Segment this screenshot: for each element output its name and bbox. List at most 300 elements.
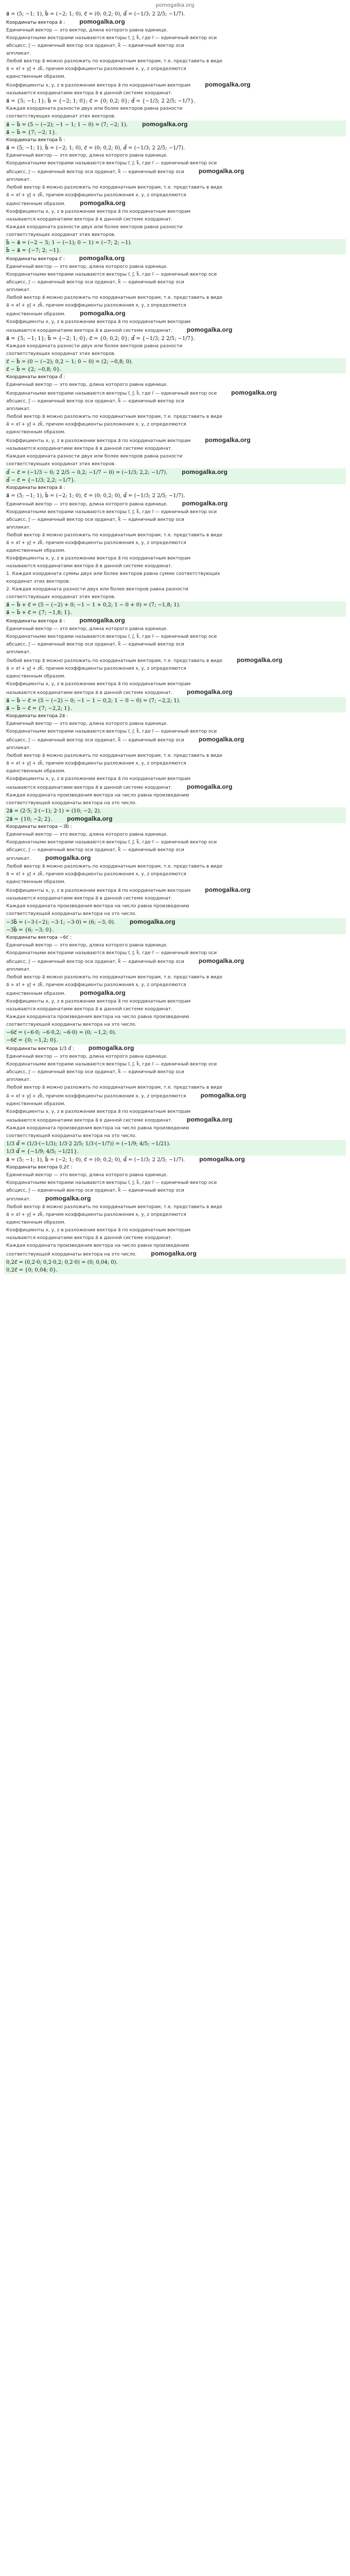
formula-line xyxy=(4,697,346,705)
line-text: абсцисс, j⃗ — единичный вектор оси ординат, k⃗ — единичный вектор оси xyxy=(6,1188,184,1193)
text-line xyxy=(4,1227,346,1234)
watermark-logo: pomogalka.org xyxy=(198,736,244,743)
line-text: 0,2c⃗ = (0,2·0; 0,2·0,2; 0,2·0) = (0; 0,04; 0). xyxy=(6,1260,118,1265)
formula-line xyxy=(4,1140,346,1148)
text-line xyxy=(4,633,346,641)
text-line xyxy=(4,1195,346,1204)
text-line xyxy=(4,73,346,81)
line-text: −3b⃗ = {6; −3; 0}. xyxy=(6,927,54,933)
line-text: единственным образом. xyxy=(6,74,66,79)
line-text: Коэффициенты x, y, z в разложении вектора a⃗ по координатным векторам xyxy=(6,1228,191,1233)
text-line xyxy=(4,453,346,461)
text-line xyxy=(4,1021,346,1029)
text-line xyxy=(4,1179,346,1187)
formula-line xyxy=(4,10,346,18)
line-text: называются координатами вектора a⃗ в данной системе координат. xyxy=(6,896,172,901)
text-line xyxy=(4,752,346,760)
line-text: Координатными векторами называются векторы i⃗, j⃗, k⃗, где i⃗ — единичный вектор оси xyxy=(6,634,217,639)
line-text: Единичный вектор — это вектор, длина которого равна единице. xyxy=(6,832,168,837)
watermark-logo: pomogalka.org xyxy=(151,1250,197,1257)
line-text: аппликат. xyxy=(6,650,31,655)
line-text: a⃗ − b⃗ = (5 − (−2); −1 − 1; 1 − 0) = (7; −2; 1). xyxy=(6,122,128,128)
text-line xyxy=(4,1013,346,1021)
line-text: c⃗ − b⃗ = (0 − (−2); 0,2 − 1; 0 − 0) = (2; −0,8; 0). xyxy=(6,359,133,365)
line-text: Коэффициенты x, y, z в разложении вектора a⃗ по координатным векторам xyxy=(6,209,191,214)
text-line xyxy=(4,90,346,97)
text-line xyxy=(4,405,346,413)
watermark-logo: pomogalka.org xyxy=(198,167,244,175)
text-line xyxy=(4,350,346,358)
line-text: абсцисс, j⃗ — единичный вектор оси ординат, k⃗ — единичный вектор оси xyxy=(6,642,184,647)
line-text: Единичный вектор — это вектор, длина которого равна единице. xyxy=(6,943,168,948)
text-line xyxy=(4,461,346,468)
line-text: a⃗ = xi⃗ + yj⃗ + zk⃗, причем коэффициенты разложения x, y, z определяются xyxy=(6,422,186,427)
line-text: аппликат. xyxy=(6,1197,31,1202)
text-line xyxy=(4,1219,346,1227)
text-line xyxy=(4,516,346,524)
text-line xyxy=(4,555,346,563)
line-text: Координаты вектора −3b⃗ : xyxy=(6,824,72,829)
text-line xyxy=(4,184,346,192)
text-line xyxy=(4,1204,346,1211)
text-line xyxy=(4,279,346,286)
text-line xyxy=(4,429,346,436)
line-text: a⃗ − b⃗ − c⃗ = {7; −2,2; 1}. xyxy=(6,706,73,711)
formula-line xyxy=(4,926,346,934)
line-text: d⃗ − c⃗ = (−1/3 − 0; 2 2/5 − 0,2; −1/7 − 0) = (−1/3; 2,2; −1/7). xyxy=(6,470,168,476)
line-text: единственным образом. xyxy=(6,312,66,317)
line-text: соответствующей координаты вектора на это число. xyxy=(6,801,137,806)
line-text: абсцисс, j⃗ — единичный вектор оси ординат, k⃗ — единичный вектор оси xyxy=(6,43,184,48)
line-text: соответствующей координаты вектора на это число. xyxy=(6,1133,137,1139)
formula-line xyxy=(4,815,346,823)
text-line xyxy=(4,389,346,398)
line-text: Координатными векторами называются векторы i⃗, j⃗, k⃗, где i⃗ — единичный вектор оси xyxy=(6,272,217,277)
text-line xyxy=(4,578,346,586)
line-text: a⃗ = xi⃗ + yj⃗ + zk⃗, причем коэффициенты разложения x, y, z определяются xyxy=(6,66,186,72)
text-line xyxy=(4,989,346,998)
text-line xyxy=(4,216,346,224)
text-line xyxy=(4,1125,346,1132)
line-text: Любой вектор a⃗ можно разложить по координатным векторам, т.е. представить в виде xyxy=(6,295,222,300)
line-text: Координатными векторами называются векторы i⃗, j⃗, k⃗, где i⃗ — единичный вектор оси xyxy=(6,1180,217,1185)
line-text: аппликат. xyxy=(6,406,31,412)
line-text: называются координатами вектора a⃗ в данной системе координат. xyxy=(6,217,172,222)
formula-line xyxy=(4,1148,346,1156)
line-text: абсцисс, j⃗ — единичный вектор оси ординат, k⃗ — единичный вектор оси xyxy=(6,517,184,522)
line-text: Координатными векторами называются векторы i⃗, j⃗, k⃗, где i⃗ — единичный вектор оси xyxy=(6,729,217,734)
formula-line xyxy=(4,247,346,255)
line-text: Коэффициенты x, y, z в разложении вектора a⃗ по координатным векторам xyxy=(6,83,191,88)
text-line xyxy=(4,1108,346,1116)
section-heading xyxy=(4,484,346,492)
text-line xyxy=(4,783,346,792)
text-line xyxy=(4,1242,346,1250)
text-line xyxy=(4,1250,346,1259)
text-line xyxy=(4,42,346,50)
formula-line xyxy=(4,1259,346,1266)
line-text: аппликат. xyxy=(6,287,31,293)
text-line xyxy=(4,436,346,445)
watermark-logo: pomogalka.org xyxy=(142,121,188,128)
line-text: называются координатами вектора a⃗ в данной системе координат. xyxy=(6,785,172,790)
line-text: аппликат. xyxy=(6,856,31,861)
text-line xyxy=(4,263,346,271)
text-line xyxy=(4,381,346,389)
watermark-logo: pomogalka.org xyxy=(80,989,126,996)
text-line xyxy=(4,1076,346,1084)
text-line xyxy=(4,421,346,429)
text-line xyxy=(4,981,346,989)
line-text: абсцисс, j⃗ — единичный вектор оси ординат, k⃗ — единичный вектор оси xyxy=(6,848,184,853)
section-heading xyxy=(4,617,346,625)
line-text: a⃗ − b⃗ − c⃗ = (5 − (−2) − 0; −1 − 1 − 0,2; 1 − 0 − 0) = (7; −2,2; 1). xyxy=(6,698,181,704)
line-text: Координатными векторами называются векторы i⃗, j⃗, k⃗, где i⃗ — единичный вектор оси xyxy=(6,840,217,845)
formula-line xyxy=(4,468,346,477)
text-line xyxy=(4,398,346,405)
line-text: a⃗ = xi⃗ + yj⃗ + zk⃗, причем коэффициенты разложения x, y, z определяются xyxy=(6,1212,186,1217)
text-line xyxy=(4,1172,346,1179)
text-line xyxy=(4,736,346,744)
line-text: соответствующих координат этих векторов. xyxy=(6,232,116,238)
line-text: называются координатами вектора a⃗ в данной системе координат. xyxy=(6,1118,172,1123)
section-heading xyxy=(4,374,346,381)
line-text: аппликат. xyxy=(6,525,31,530)
watermark-logo: pomogalka.org xyxy=(88,1044,134,1052)
watermark-logo: pomogalka.org xyxy=(236,656,283,664)
text-line xyxy=(4,594,346,601)
line-text: Единичный вектор — это вектор, длина которого равна единице. xyxy=(6,626,168,632)
text-line xyxy=(4,641,346,649)
line-text: аппликат. xyxy=(6,51,31,56)
text-line xyxy=(4,445,346,453)
watermark-logo: pomogalka.org xyxy=(79,617,125,624)
line-text: b⃗ − a⃗ = {−7; 2; −1}. xyxy=(6,248,61,253)
text-line xyxy=(4,775,346,783)
watermark-logo: pomogalka.org xyxy=(67,815,113,822)
line-text: единственным образом. xyxy=(6,769,66,774)
line-text: единственным образом. xyxy=(6,991,66,996)
line-text: Координатными векторами называются векторы i⃗, j⃗, k⃗, где i⃗ — единичный вектор оси xyxy=(6,161,217,166)
line-text: Каждая координата произведения вектора на число равна произведению xyxy=(6,1126,189,1131)
text-line xyxy=(4,839,346,846)
line-text: 1/3 d⃗ = {−1/9; 4/5; −1/21}. xyxy=(6,1149,79,1155)
line-text: Каждая координата произведения вектора на число равна произведению xyxy=(6,904,189,909)
line-text: 2. Каждая координата разности двух или более векторов равна разности xyxy=(6,587,188,592)
text-line xyxy=(4,509,346,516)
line-text: Координаты вектора a⃗ : xyxy=(6,619,65,624)
text-line xyxy=(4,1069,346,1076)
line-text: Координаты вектора a⃗ : xyxy=(6,485,65,490)
formula-line xyxy=(4,609,346,617)
line-text: абсцисс, j⃗ — единичный вектор оси ординат, k⃗ — единичный вектор оси xyxy=(6,170,184,175)
formula-line xyxy=(4,807,346,815)
section-heading xyxy=(4,18,346,27)
text-line xyxy=(4,760,346,768)
section-heading xyxy=(4,1164,346,1172)
text-line xyxy=(4,81,346,90)
text-line xyxy=(4,854,346,863)
text-line xyxy=(4,271,346,279)
line-text: −3b⃗ = (−3·(−2); −3·1; −3·0) = (6; −3; 0). xyxy=(6,920,116,925)
line-text: аппликат. xyxy=(6,177,31,182)
text-line xyxy=(4,65,346,73)
text-line xyxy=(4,167,346,176)
line-text: a⃗ = (5; −1; 1), b⃗ = (−2; 1; 0), c⃗ = (0; 0,2; 0), d⃗ = (−1/3; 2 2/5; −1/7). xyxy=(6,1157,185,1163)
text-line xyxy=(4,532,346,539)
line-text: 2a⃗ = (2·5; 2·(−1); 2·1) = (10; −2; 2). xyxy=(6,808,101,814)
line-text: a⃗ = xi⃗ + yj⃗ + zk⃗, причем коэффициенты разложения x, y, z определяются xyxy=(6,1094,186,1099)
text-line xyxy=(4,625,346,633)
section-heading xyxy=(4,255,346,263)
text-line xyxy=(4,720,346,728)
formula-line xyxy=(4,129,346,137)
line-text: абсцисс, j⃗ — единичный вектор оси ординат, k⃗ — единичный вектор оси xyxy=(6,738,184,743)
text-line xyxy=(4,1100,346,1108)
formula-line xyxy=(4,477,346,484)
line-text: Любой вектор a⃗ можно разложить по координатным векторам, т.е. представить в виде xyxy=(6,658,222,664)
line-text: единственным образом. xyxy=(6,674,66,679)
text-line xyxy=(4,27,346,35)
text-line xyxy=(4,649,346,656)
text-line xyxy=(4,1116,346,1125)
watermark-logo: pomogalka.org xyxy=(205,886,251,893)
line-text: a⃗ = xi⃗ + yj⃗ + zk⃗, причем коэффициенты разложения x, y, z определяются xyxy=(6,303,186,308)
line-text: единственным образом. xyxy=(6,1101,66,1107)
text-line xyxy=(4,152,346,160)
watermark-logo: pomogalka.org xyxy=(200,1092,247,1099)
line-text: соответствующих координат этих векторов. xyxy=(6,114,116,119)
text-line xyxy=(4,113,346,121)
line-text: a⃗ = (5; −1; 1), b⃗ = (−2; 1; 0), c⃗ = (0; 0,2; 0), d⃗ = (−1/3; 2 2/5; −1/7). xyxy=(6,11,185,17)
text-line xyxy=(4,160,346,167)
formula-line xyxy=(4,601,346,609)
text-line xyxy=(4,728,346,736)
line-text: Координаты вектора 2a⃗ : xyxy=(6,714,68,719)
line-text: единственным образом. xyxy=(6,201,66,207)
text-line xyxy=(4,886,346,895)
line-text: a⃗ = xi⃗ + yj⃗ + zk⃗, причем коэффициенты разложения x, y, z определяются xyxy=(6,872,186,877)
line-text: Координаты вектора c⃗ : xyxy=(6,257,65,262)
line-text: Любой вектор a⃗ можно разложить по координатным векторам, т.е. представить в виде xyxy=(6,1205,222,1210)
line-text: Любой вектор a⃗ можно разложить по координатным векторам, т.е. представить в виде xyxy=(6,414,222,419)
line-text: называются координатами вектора a⃗ в данной системе координат. xyxy=(6,1007,172,1012)
text-line xyxy=(4,310,346,318)
text-line xyxy=(4,50,346,58)
line-text: a⃗ − b⃗ + c⃗ = {7; −1,8; 1}. xyxy=(6,610,73,616)
formula-line xyxy=(4,335,346,343)
line-text: абсцисс, j⃗ — единичный вектор оси ординат, k⃗ — единичный вектор оси xyxy=(6,399,184,404)
text-line xyxy=(4,1053,346,1061)
line-text: Коэффициенты x, y, z в разложении вектора a⃗ по координатным векторам xyxy=(6,319,191,325)
section-heading xyxy=(4,137,346,144)
line-text: Коэффициенты x, y, z в разложении вектора a⃗ по координатным векторам xyxy=(6,682,191,687)
formula-line xyxy=(4,1156,346,1164)
text-line xyxy=(4,1061,346,1069)
line-text: Коэффициенты x, y, z в разложении вектора a⃗ по координатным векторам xyxy=(6,888,191,893)
text-line xyxy=(4,524,346,532)
line-text: 1. Каждая координата суммы двух или более векторов равна сумме соответствующих xyxy=(6,571,220,577)
line-text: Каждая координата разности двух или более векторов равна разности xyxy=(6,454,183,459)
text-line xyxy=(4,1187,346,1195)
text-line xyxy=(4,302,346,310)
text-line xyxy=(4,673,346,681)
formula-line xyxy=(4,492,346,500)
solution-document xyxy=(0,10,350,1274)
line-text: называются координатами вектора a⃗ в данной системе координат. xyxy=(6,328,172,333)
line-text: Координатными векторами называются векторы i⃗, j⃗, k⃗, где i⃗ — единичный вектор оси xyxy=(6,36,217,41)
text-line xyxy=(4,224,346,231)
line-text: Единичный вектор — это вектор, длина которого равна единице. xyxy=(6,1173,168,1178)
line-text: −6c⃗ = (−6·0; −6·0,2; −6·0) = (0; −1,2; 0). xyxy=(6,1030,117,1036)
line-text: a⃗ − b⃗ = {7; −2; 1}. xyxy=(6,130,57,135)
line-text: абсцисс, j⃗ — единичный вектор оси ординат, k⃗ — единичный вектор оси xyxy=(6,280,184,285)
watermark-logo: pomogalka.org xyxy=(199,1156,245,1163)
line-text: Координаты вектора d⃗ : xyxy=(6,375,65,380)
line-text: Единичный вектор — это вектор, длина которого равна единице. xyxy=(6,502,168,507)
line-text: Координатными векторами называются векторы i⃗, j⃗, k⃗, где i⃗ — единичный вектор оси xyxy=(6,1062,217,1067)
text-line xyxy=(4,903,346,910)
text-line xyxy=(4,966,346,974)
line-text: соответствующих координат этих векторов. xyxy=(6,462,116,467)
line-text: Координаты вектора 1/3 d⃗ : xyxy=(6,1046,74,1052)
text-line xyxy=(4,105,346,113)
text-line xyxy=(4,343,346,350)
watermark-logo: pomogalka.org xyxy=(45,1195,91,1202)
formula-line xyxy=(4,1037,346,1044)
line-text: Единичный вектор — это вектор, длина которого равна единице. xyxy=(6,1054,168,1059)
text-line xyxy=(4,176,346,184)
text-line xyxy=(4,563,346,570)
line-text: аппликат. xyxy=(6,745,31,751)
line-text: Каждая координата разности двух или более векторов равна разности xyxy=(6,106,183,111)
text-line xyxy=(4,895,346,903)
line-text: 0,2c⃗ = {0; 0,04; 0}. xyxy=(6,1267,58,1273)
line-text: b⃗ − a⃗ = (−2 − 5; 1 − (−1); 0 − 1) = (−7; 2; −1). xyxy=(6,240,132,246)
formula-line xyxy=(4,144,346,152)
text-line xyxy=(4,208,346,216)
text-line xyxy=(4,681,346,688)
text-line xyxy=(4,910,346,918)
text-line xyxy=(4,192,346,199)
line-text: аппликат. xyxy=(6,967,31,972)
watermark-logo: pomogalka.org xyxy=(80,310,126,317)
line-text: a⃗ = {5; −1; 1}; b⃗ = {−2; 1; 0}; c⃗ = {0; 0,2; 0}; d⃗ = {−1/3; 2 2/5; −1/7}. xyxy=(6,98,196,104)
line-text: Единичный вектор — это вектор, длина которого равна единице. xyxy=(6,28,168,33)
formula-line xyxy=(4,121,346,129)
text-line xyxy=(4,1211,346,1219)
line-text: a⃗ = {5; −1; 1}; b⃗ = {−2; 1; 0}; c⃗ = {0; 0,2; 0}; d⃗ = {−1/3; 2 2/5; −1/7}. xyxy=(6,336,196,342)
line-text: Координатными векторами называются векторы i⃗, j⃗, k⃗, где i⃗ — единичный вектор оси xyxy=(6,391,217,396)
text-line xyxy=(4,231,346,239)
line-text: a⃗ = xi⃗ + yj⃗ + zk⃗, причем коэффициенты разложения x, y, z определяются xyxy=(6,666,186,671)
line-text: абсцисс, j⃗ — единичный вектор оси ординат, k⃗ — единичный вектор оси xyxy=(6,1070,184,1075)
line-text: Каждая координата разности двух или более векторов равна разности xyxy=(6,225,183,230)
text-line xyxy=(4,665,346,673)
line-text: Единичный вектор — это вектор, длина которого равна единице. xyxy=(6,721,168,726)
watermark-logo: pomogalka.org xyxy=(205,81,251,88)
text-line xyxy=(4,800,346,807)
text-line xyxy=(4,950,346,957)
watermark-logo: pomogalka.org xyxy=(130,918,176,925)
watermark-logo: pomogalka.org xyxy=(205,436,251,444)
line-text: соответствующих координат этих векторов. xyxy=(6,595,116,600)
line-text: координат этих векторов. xyxy=(6,579,71,584)
text-line xyxy=(4,586,346,594)
line-text: называются координатами вектора a⃗ в данной системе координат. xyxy=(6,446,172,451)
site-header[interactable]: pomogalka.org xyxy=(155,3,195,8)
line-text: 1/3 d⃗ = (1/3·(−1/3); 1/3·2 2/5; 1/3·(−1/7)) = (−1/9; 4/5; −1/21). xyxy=(6,1141,171,1147)
line-text: Любой вектор a⃗ можно разложить по координатным векторам, т.е. представить в виде xyxy=(6,533,222,538)
section-heading xyxy=(4,1044,346,1053)
line-text: называются координатами вектора a⃗ в данной системе координат. xyxy=(6,564,172,569)
text-line xyxy=(4,863,346,871)
text-line xyxy=(4,1092,346,1100)
section-heading xyxy=(4,934,346,942)
line-text: Каждая координата произведения вектора на число равна произведению xyxy=(6,793,189,798)
line-text: Каждая координата произведения вектора на число равна произведению xyxy=(6,1014,189,1020)
line-text: Коэффициенты x, y, z в разложении вектора a⃗ по координатным векторам xyxy=(6,999,191,1004)
text-line xyxy=(4,547,346,555)
text-line xyxy=(4,744,346,752)
line-text: называются координатами вектора a⃗ в данной системе координат. xyxy=(6,690,172,696)
watermark-logo: pomogalka.org xyxy=(231,389,277,396)
line-text: a⃗ = xi⃗ + yj⃗ + zk⃗, причем коэффициенты разложения x, y, z определяются xyxy=(6,982,186,988)
text-line xyxy=(4,570,346,578)
watermark-logo: pomogalka.org xyxy=(182,468,227,476)
text-line xyxy=(4,413,346,421)
line-text: c⃗ − b⃗ = {2; −0,8; 0}. xyxy=(6,367,62,372)
text-line xyxy=(4,58,346,65)
formula-line xyxy=(4,918,346,926)
text-line xyxy=(4,957,346,966)
text-line xyxy=(4,539,346,547)
line-text: аппликат. xyxy=(6,1077,31,1082)
watermark-logo: pomogalka.org xyxy=(79,18,125,25)
line-text: соответствующей координаты вектора на это число. xyxy=(6,1252,137,1257)
line-text: Любой вектор a⃗ можно разложить по координатным векторам, т.е. представить в виде xyxy=(6,753,222,758)
watermark-logo: pomogalka.org xyxy=(182,500,228,507)
section-heading xyxy=(4,823,346,831)
line-text: Единичный вектор — это вектор, длина которого равна единице. xyxy=(6,153,168,158)
line-text: Любой вектор a⃗ можно разложить по координатным векторам, т.е. представить в виде xyxy=(6,59,222,64)
line-text: a⃗ = xi⃗ + yj⃗ + zk⃗, причем коэффициенты разложения x, y, z определяются xyxy=(6,193,186,198)
line-text: Координаты вектора a⃗ : xyxy=(6,20,65,25)
section-heading xyxy=(4,713,346,720)
watermark-logo: pomogalka.org xyxy=(186,783,233,790)
text-line xyxy=(4,286,346,294)
line-text: Каждая координата произведения вектора на число равна произведению xyxy=(6,1243,189,1248)
line-text: единственным образом. xyxy=(6,548,66,553)
line-text: a⃗ = xi⃗ + yj⃗ + zk⃗, причем коэффициенты разложения x, y, z определяются xyxy=(6,761,186,766)
text-line xyxy=(4,846,346,854)
line-text: a⃗ = (5; −1; 1), b⃗ = (−2; 1; 0), c⃗ = (0; 0,2; 0), d⃗ = (−1/3; 2 2/5; −1/7). xyxy=(6,145,185,151)
line-text: Координатными векторами называются векторы i⃗, j⃗, k⃗, где i⃗ — единичный вектор оси xyxy=(6,951,217,956)
watermark-logo: pomogalka.org xyxy=(198,957,244,964)
line-text: Единичный вектор — это вектор, длина которого равна единице. xyxy=(6,264,168,269)
text-line xyxy=(4,199,346,208)
line-text: Коэффициенты x, y, z в разложении вектора a⃗ по координатным векторам xyxy=(6,776,191,782)
text-line xyxy=(4,974,346,981)
line-text: называются координатами вектора a⃗ в данной системе координат. xyxy=(6,91,172,96)
text-line xyxy=(4,500,346,509)
text-line xyxy=(4,1084,346,1092)
line-text: Любой вектор a⃗ можно разложить по координатным векторам, т.е. представить в виде xyxy=(6,185,222,190)
text-line xyxy=(4,294,346,302)
line-text: d⃗ − c⃗ = {−1/3; 2,2; −1/7}. xyxy=(6,478,76,483)
text-line xyxy=(4,942,346,950)
text-line xyxy=(4,871,346,878)
